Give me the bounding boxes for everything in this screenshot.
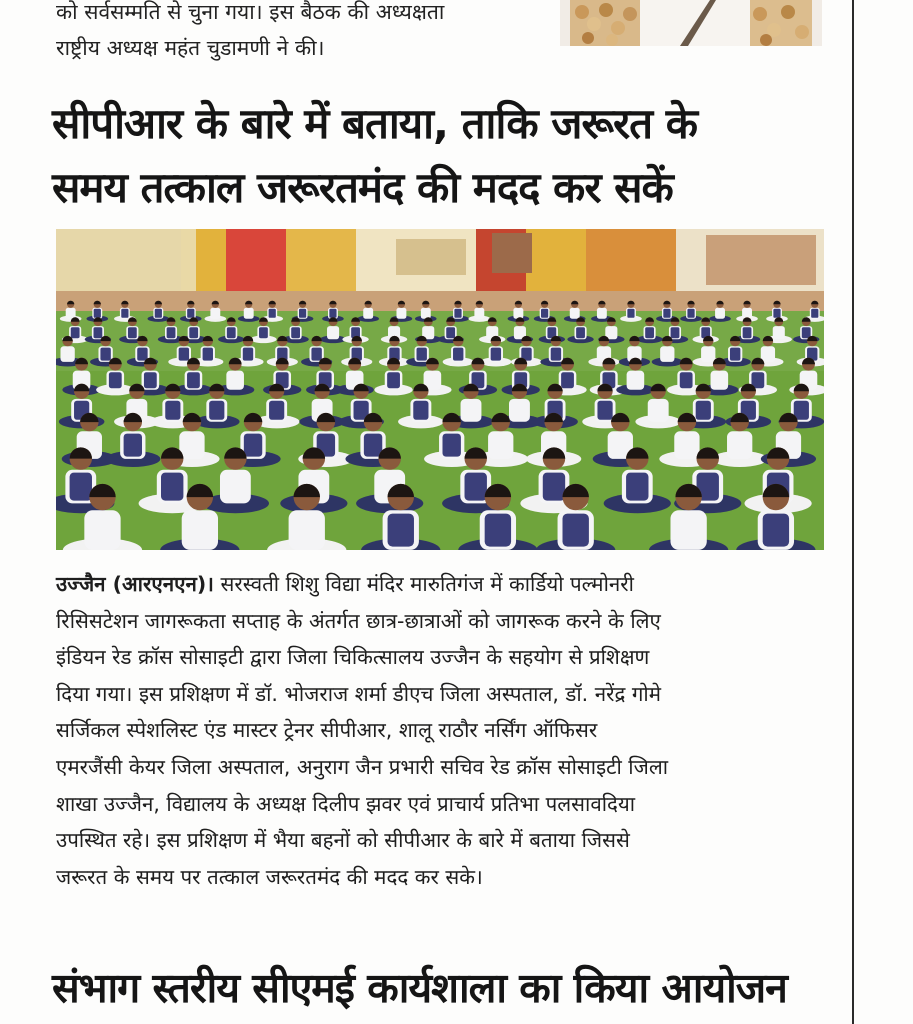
story-body-line: उपस्थित रहे। इस प्रशिक्षण में भैया बहनों को सीपीआर के बारे में बताया जिससे [56, 828, 630, 853]
story-body-line: दिया गया। इस प्रशिक्षण में डॉ. भोजराज शर्मा डीएच जिला अस्पताल, डॉ. नरेंद्र गोमे [56, 681, 661, 706]
story-dateline: उज्जैन (आरएनएन)। [56, 572, 214, 596]
story-body-line: शाखा उज्जैन, विद्यालय के अध्यक्ष दिलीप झवर एवं प्राचार्य प्रतिभा पलसावदिया [56, 791, 636, 816]
story-body-line: सर्जिकल स्पेशलिस्ट एंड मास्टर ट्रेनर सीपीआर, शालू राठौर नर्सिंग ऑफिसर [56, 718, 598, 743]
next-story-headline: संभाग स्तरीय सीएमई कार्यशाला का किया आयोजन [52, 964, 787, 1012]
previous-story-tail [56, 0, 556, 66]
news-photo-students-training [56, 229, 824, 550]
story-body-line [56, 566, 826, 603]
main-headline [52, 92, 842, 220]
story-body-line: रिसिसटेशन जागरूकता सप्ताह के अंतर्गत छात्र-छात्राओं को जागरूक करने के लिए [56, 608, 661, 633]
column-divider [852, 0, 854, 1024]
portrait-photo-fragment [560, 0, 822, 46]
story-body-line: जरूरत के समय पर तत्काल जरूरतमंद की मदद कर सके। [56, 864, 483, 889]
previous-story-line: राष्ट्रीय अध्यक्ष महंत चुडामणी ने की। [56, 36, 325, 60]
previous-story-line: को सर्वसम्मति से चुना गया। इस बैठक की अध्यक्षता [56, 0, 445, 24]
main-headline-line: समय तत्काल जरूरतमंद की मदद कर सकें [52, 163, 673, 212]
main-headline-line: सीपीआर के बारे में बताया, ताकि जरूरत के [52, 99, 697, 148]
story-body [56, 566, 826, 895]
story-body-line: एमरजैंसी केयर जिला अस्पताल, अनुराग जैन प्रभारी सचिव रेड क्रॉस सोसाइटी जिला [56, 754, 669, 779]
story-body-text: सरस्वती शिशु विद्या मंदिर मारुतिगंज में कार्डियो पल्मोनरी [213, 572, 634, 596]
story-body-line: इंडियन रेड क्रॉस सोसाइटी द्वारा जिला चिकित्सालय उज्जैन के सहयोग से प्रशिक्षण [56, 645, 650, 670]
